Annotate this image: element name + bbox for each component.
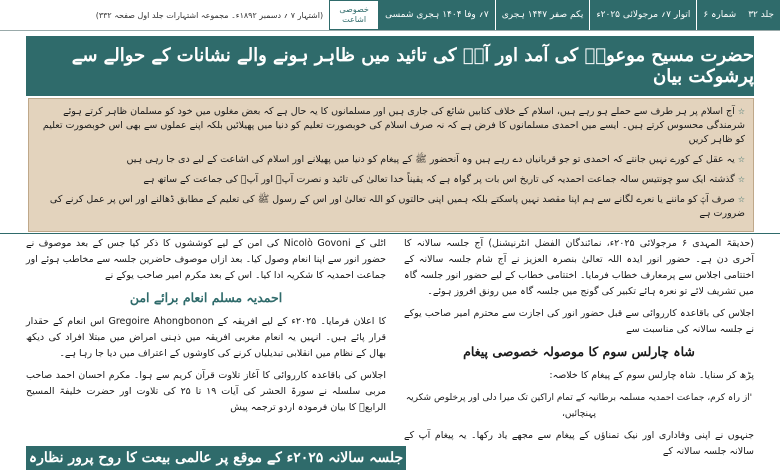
special-label-line-2: اشاعت xyxy=(342,15,367,24)
highlight-item: ☆ آج اسلام پر ہر طرف سے حملے ہو رہے ہیں، اسلام کے خلاف کتابیں شائع کی جاری ہیں اور مسلمانوں کا یہ حال ہے کہ بعض مغلوں میں خود کو مسلمان ظاہر کرتے ہوئے شرمندگی محسوس کرتے ہیں۔ ایسے میں احمدی مسلمانوں کا فرض ہے کہ نہ صرف اسلام کی خوبصورت تعلیم کو دنیا میں پھیلائیں بلکہ اپنے عملوں سے بھی اس خوبصورت تعلیم کو ظاہر کریں xyxy=(42,106,745,145)
star-icon: ☆ xyxy=(737,195,745,204)
special-edition-label xyxy=(329,0,379,30)
volume-label: جلد ۳۲ xyxy=(742,0,780,30)
article-paragraph: جنہوں نے اپنی وفاداری اور نیک تمناؤں کے پیغام سے مجھے یاد رکھا۔ یہ پیغام آپ کے سالانہ جلسہ سالانہ کے xyxy=(404,430,754,457)
issue-label: شمارہ ۶ xyxy=(697,0,742,30)
article-paragraph: (حدیقۃ المہدی ۶ مرجولائی ۲۰۲۵ء، نمائندگان الفضل انٹرنیشنل) آج جلسہ سالانہ کا آخری دن ہے۔ حضور انور ایدہ اللہ تعالیٰ بنصرہ العزیز نے آج شام جلسہ سالانہ کے اختتامی اجلاس سے پرمعارف خطاب فرمایا۔ اختتامی خطاب کے لیے حضور انور جلسہ گاہ میں تشریف لائے تو نعرہ ہائے تکبیر کی گونج میں جلسہ گاہ میں رونق افروز ہوئے۔ xyxy=(404,238,755,297)
bottom-banner-title: جلسہ سالانہ ۲۰۲۵ء کے موقع پر عالمی بیعت کا روح پرور نظارہ xyxy=(28,450,404,466)
section-heading: احمدیہ مسلم انعام برائے امن xyxy=(129,290,283,305)
highlights-box xyxy=(28,98,754,232)
date-gregorian: اتوار ۷؍ مرجولائی ۲۰۲۵ء xyxy=(590,0,697,30)
star-icon: ☆ xyxy=(737,175,745,184)
article-paragraph: پڑھ کر سنایا۔ شاہ چارلس سوم کے پیغام کا خلاصہ: xyxy=(549,370,754,381)
quote-text: 'از راہ کرم، جماعت احمدیہ مسلمہ برطانیہ کے تمام اراکین تک میرا دلی اور پرخلوص شکریہ پہنچائیں، xyxy=(405,393,753,419)
article-column-right xyxy=(404,236,754,466)
masthead-bar xyxy=(0,0,780,31)
article-paragraph: کا اعلان فرمایا۔ ۲۰۲۵ء کے لیے افریقہ کے Gregoire Ahongbonon اس انعام کے حقدار قرار پائے ہیں۔ انہیں یہ انعام مغربی افریقہ میں ذہنی امراض میں مبتلا افراد کی دیکھ بھال کے نظام میں انقلابی تبدیلیاں کرنے کی کاوشوں کے اعتراف میں دیا جا رہا ہے۔ xyxy=(26,316,386,359)
article-paragraph: اجلاس کی باقاعدہ کارروائی سے قبل حضور انور کی اجازت سے محترم امیر صاحب یوکے نے جلسہ سالانہ کی مناسبت سے xyxy=(404,308,754,335)
article-paragraph: اٹلی کے Nicolò Govoni کی امن کے لیے کوششوں کا ذکر کیا جس کے بعد موصوف نے حضور انور سے اپنا انعام وصول کیا۔ بعد ازاں موصوف حاضرین جلسہ سے مخاطب ہوئے اور جماعت احمدیہ کا شکریہ ادا کیا۔ اس کے بعد مکرم امیر صاحب یوکے نے xyxy=(26,238,386,281)
headline-banner xyxy=(26,36,754,96)
bottom-banner xyxy=(26,446,406,470)
divider xyxy=(0,233,780,234)
article-paragraph: اجلاس کی باقاعدہ کارروائی کا آغاز تلاوت قرآن کریم سے ہوا۔ مکرم احسان احمد صاحب مربی سلسلہ نے سورۃ الحشر کی آیات ۱۹ تا ۲۵ کی تلاوت اور حضرت خلیفۃ المسیح الرابعؒ کا بیان فرمودہ اردو ترجمہ پیش xyxy=(26,370,387,413)
special-label-line-1: خصوصی xyxy=(339,5,369,14)
date-shamsi: ۷؍ وفا ۱۴۰۴ ہجری شمسی xyxy=(379,0,496,30)
highlight-item: ☆ یہ عقل کے کورے نہیں جانتے کہ احمدی تو جو قربانیاں دے رہے ہیں وہ آنحضور ﷺ کے پیغام کو دنیا میں پھیلانے اور اسلام کی اشاعت کے لیے دی جا رہی ہیں xyxy=(126,154,745,165)
highlight-item: ☆ صرف آپؑ کو ماننے یا نعرے لگانے سے ہم اپنا مقصد نہیں پاسکتے بلکہ ہمیں اپنی حالتوں کو اللہ تعالیٰ اور اس کے رسول ﷺ کی تعلیم کے مطابق ڈھالنے اور اس پر عمل کرنے کی ضرورت ہے xyxy=(49,194,745,219)
date-hijri: یکم صفر ۱۴۴۷ ہجری xyxy=(496,0,591,30)
article-column-left xyxy=(26,236,386,422)
star-icon: ☆ xyxy=(737,155,745,164)
masthead-note: (اشتہار ۷ ؍ دسمبر ۱۸۹۲ء۔ مجموعہ اشتہارات جلد اول صفحہ ۳۳۲) xyxy=(0,0,329,30)
highlight-item: ☆ گذشتہ ایک سو چونتیس سالہ جماعت احمدیہ کی تاریخ اس بات پر گواہ ہے کہ یقیناً خدا تعالیٰ کی تائید و نصرت آپؑ اور آپؑ کی جماعت کے ساتھ ہے xyxy=(143,174,745,185)
headline-title: حضرت مسیح موعودؑ کی آمد اور آپؑ کی تائید میں ظاہر ہونے والے نشانات کے حوالے سے پرشوکت بیان xyxy=(71,45,754,87)
section-heading: شاہ چارلس سوم کا موصولہ خصوصی پیغام xyxy=(463,344,695,359)
star-icon: ☆ xyxy=(737,107,745,116)
